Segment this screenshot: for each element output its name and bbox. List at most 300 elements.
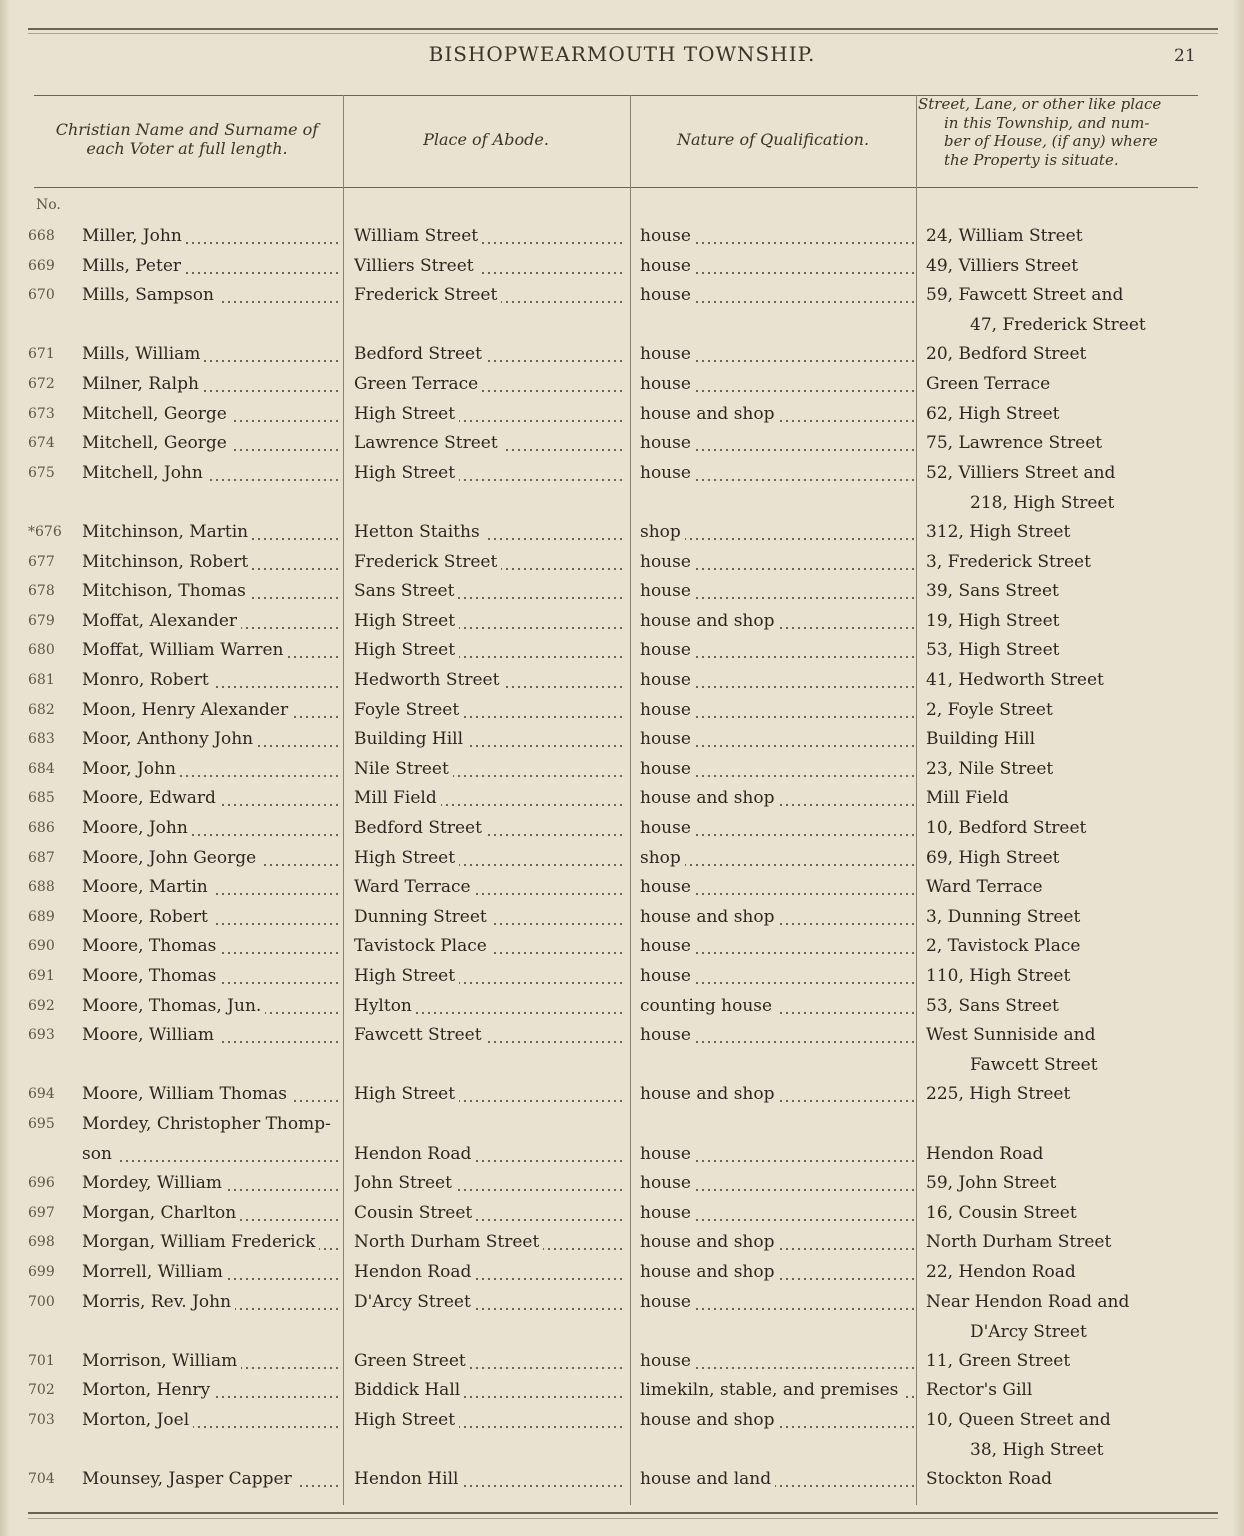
place-of-abode-text: Frederick Street: [354, 285, 501, 305]
property-street-text: Hendon Road: [926, 1144, 1044, 1164]
property-street-text: 225, High Street: [926, 1084, 1071, 1104]
voter-number: [28, 431, 78, 455]
property-street-text: 59, John Street: [926, 1173, 1057, 1193]
place-of-abode-text: Sans Street: [354, 581, 458, 601]
table-row: [0, 668, 1244, 697]
voter-name: [82, 816, 340, 840]
table-row: [0, 698, 1244, 727]
place-of-abode-text: Nile Street: [354, 759, 453, 779]
place-of-abode-text: High Street: [354, 1084, 459, 1104]
place-of-abode-text: Biddick Hall: [354, 1380, 464, 1400]
voter-number-text: 700: [28, 1294, 55, 1310]
nature-of-qualification-text: house and shop: [640, 1084, 778, 1104]
bottom-rule: [28, 1512, 1218, 1514]
property-street-text: Near Hendon Road and: [926, 1292, 1130, 1312]
place-of-abode: [354, 1201, 626, 1225]
voter-number-text: 696: [28, 1175, 55, 1191]
voter-name: [82, 638, 340, 662]
place-of-abode: [354, 1408, 626, 1432]
place-of-abode-text: Fawcett Street: [354, 1025, 486, 1045]
nature-of-qualification-text: house: [640, 966, 695, 986]
voter-name: [82, 875, 340, 899]
place-of-abode-text: Frederick Street: [354, 552, 501, 572]
table-row: [0, 520, 1244, 549]
voter-name: [82, 964, 340, 988]
place-of-abode: [354, 638, 626, 662]
voter-name-text: Morris, Rev. John: [82, 1292, 235, 1312]
voter-name: [82, 431, 340, 455]
voter-name-text: Moon, Henry Alexander: [82, 700, 292, 720]
voter-number-text: *676: [28, 524, 62, 540]
voter-name-continued-text: son: [82, 1144, 116, 1164]
property-street: [926, 283, 1226, 307]
table-row: [0, 402, 1244, 431]
property-street: [926, 668, 1226, 692]
place-of-abode-text: High Street: [354, 611, 459, 631]
voter-number: [28, 727, 78, 751]
voter-number-text: 672: [28, 376, 55, 392]
property-street-text: 69, High Street: [926, 848, 1060, 868]
voter-name-text: Moore, Thomas: [82, 936, 220, 956]
bottom-rule-thin: [28, 1518, 1218, 1519]
column-header-street-line-1: Street, Lane, or other like place: [918, 95, 1162, 113]
voter-number: [28, 1467, 78, 1491]
place-of-abode: [354, 283, 626, 307]
place-of-abode: [354, 727, 626, 751]
voter-number: [28, 875, 78, 899]
nature-of-qualification-text: house: [640, 285, 695, 305]
table-row: [0, 283, 1244, 335]
table-row: [0, 550, 1244, 579]
voter-name-text: Moore, John: [82, 818, 192, 838]
property-street-text: 22, Hendon Road: [926, 1262, 1076, 1282]
voter-number-text: 694: [28, 1086, 55, 1102]
property-street: [926, 1082, 1226, 1106]
voter-number-text: 692: [28, 998, 55, 1014]
nature-of-qualification: [640, 757, 914, 781]
place-of-abode: [354, 1349, 626, 1373]
table-row: [0, 786, 1244, 815]
voter-number-text: 682: [28, 702, 55, 718]
nature-of-qualification-text: house: [640, 818, 695, 838]
voter-name-text: Mordey, William: [82, 1173, 226, 1193]
property-street: [926, 520, 1226, 544]
place-of-abode: [354, 254, 626, 278]
voter-number: [28, 786, 78, 810]
voter-name: [82, 1023, 340, 1047]
voter-name-text: Monro, Robert: [82, 670, 213, 690]
place-of-abode: [354, 875, 626, 899]
nature-of-qualification: [640, 224, 914, 248]
voter-number: [28, 609, 78, 633]
voter-name-text: Morrison, William: [82, 1351, 241, 1371]
column-header-street: [918, 95, 1208, 169]
voter-name: [82, 254, 340, 278]
property-street-text: Green Terrace: [926, 374, 1051, 394]
place-of-abode-text: Green Street: [354, 1351, 470, 1371]
place-of-abode: [354, 1290, 626, 1314]
place-of-abode: [354, 1230, 626, 1254]
voter-name-text: Moore, Martin: [82, 877, 212, 897]
property-street-text: 3, Frederick Street: [926, 552, 1091, 572]
voter-name: [82, 520, 340, 544]
place-of-abode-text: Lawrence Street: [354, 433, 502, 453]
place-of-abode-text: Tavistock Place: [354, 936, 491, 956]
place-of-abode: [354, 550, 626, 574]
voter-number: [28, 934, 78, 958]
voter-number-text: 699: [28, 1264, 55, 1280]
nature-of-qualification-text: house: [640, 463, 695, 483]
place-of-abode-text: High Street: [354, 1410, 459, 1430]
place-of-abode: [354, 372, 626, 396]
voter-name-text: Moore, William Thomas: [82, 1084, 291, 1104]
property-street-text: 24, William Street: [926, 226, 1083, 246]
voter-number: [28, 1171, 78, 1195]
property-street-text: 49, Villiers Street: [926, 256, 1079, 276]
property-street: [926, 1408, 1226, 1432]
property-street: [926, 1378, 1226, 1402]
property-street: [926, 934, 1226, 958]
voter-name: [82, 727, 340, 751]
place-of-abode-text: Villiers Street: [354, 256, 478, 276]
place-of-abode: [354, 757, 626, 781]
voter-number-text: 693: [28, 1027, 55, 1043]
nature-of-qualification: [640, 905, 914, 929]
voter-name: [82, 1201, 340, 1225]
voter-number: [28, 579, 78, 603]
property-street-continued: [970, 1438, 1226, 1462]
place-of-abode: [354, 964, 626, 988]
place-of-abode-text: Bedford Street: [354, 344, 486, 364]
voter-number: [28, 550, 78, 574]
nature-of-qualification: [640, 342, 914, 366]
voter-number: [28, 1290, 78, 1314]
place-of-abode: [354, 1023, 626, 1047]
place-of-abode-text: Green Terrace: [354, 374, 482, 394]
voter-number-text: 689: [28, 909, 55, 925]
property-street: [926, 786, 1226, 810]
property-street-text: 16, Cousin Street: [926, 1203, 1077, 1223]
property-street: [926, 638, 1226, 662]
place-of-abode-text: North Durham Street: [354, 1232, 543, 1252]
voter-name-text: Morton, Henry: [82, 1380, 214, 1400]
place-of-abode-text: Mill Field: [354, 788, 441, 808]
voter-name: [82, 1112, 340, 1136]
property-street: [926, 875, 1226, 899]
place-of-abode: [354, 994, 626, 1018]
voter-number-text: 680: [28, 642, 55, 658]
place-of-abode: [354, 786, 626, 810]
property-street: [926, 1201, 1226, 1225]
property-street-continued: [970, 1320, 1226, 1344]
property-street-text: Rector's Gill: [926, 1380, 1033, 1400]
place-of-abode: [354, 1142, 626, 1166]
column-header-abode: Place of Abode.: [423, 130, 549, 149]
nature-of-qualification: [640, 1408, 914, 1432]
place-of-abode-text: Dunning Street: [354, 907, 491, 927]
voter-number-text: 688: [28, 879, 55, 895]
property-street: [926, 964, 1226, 988]
place-of-abode: [354, 905, 626, 929]
column-header-name-line-2: each Voter at full length.: [86, 139, 288, 158]
nature-of-qualification: [640, 431, 914, 455]
voter-number: [28, 1230, 78, 1254]
nature-of-qualification: [640, 1349, 914, 1373]
nature-of-qualification: [640, 698, 914, 722]
property-street-text: Ward Terrace: [926, 877, 1043, 897]
property-street-text: 10, Queen Street and: [926, 1410, 1111, 1430]
voter-number: [28, 1378, 78, 1402]
voter-number: [28, 520, 78, 544]
place-of-abode: [354, 1467, 626, 1491]
nature-of-qualification-text: house: [640, 759, 695, 779]
property-street: [926, 579, 1226, 603]
place-of-abode: [354, 224, 626, 248]
place-of-abode-text: Hylton: [354, 996, 416, 1016]
voter-name-text: Moffat, William Warren: [82, 640, 287, 660]
property-street: [926, 846, 1226, 870]
voter-name: [82, 402, 340, 426]
voter-number: [28, 283, 78, 307]
property-street-continued: [970, 313, 1226, 337]
property-street-continued-text: 218, High Street: [970, 493, 1115, 513]
header-bottom-rule: [34, 187, 1198, 188]
voter-name-text: Mitchell, George: [82, 433, 231, 453]
property-street-text: 75, Lawrence Street: [926, 433, 1103, 453]
page-number: 21: [1174, 46, 1196, 66]
voter-number: [28, 254, 78, 278]
property-street: [926, 1290, 1226, 1314]
voter-number-text: 677: [28, 554, 55, 570]
nature-of-qualification-text: house and shop: [640, 1232, 778, 1252]
table-row: [0, 372, 1244, 401]
voter-name-text: Milner, Ralph: [82, 374, 203, 394]
voter-number: [28, 461, 78, 485]
nature-of-qualification: [640, 1467, 914, 1491]
property-street: [926, 609, 1226, 633]
table-row: [0, 342, 1244, 371]
voter-name: [82, 372, 340, 396]
table-row: [0, 1112, 1244, 1164]
property-street-text: 2, Tavistock Place: [926, 936, 1081, 956]
table-row: [0, 1023, 1244, 1075]
table-row: [0, 846, 1244, 875]
voter-name: [82, 934, 340, 958]
column-header-street-line-3: ber of House, (if any) where: [944, 132, 1158, 150]
nature-of-qualification: [640, 372, 914, 396]
voter-name-text: Moore, Edward: [82, 788, 220, 808]
voter-number-text: 668: [28, 228, 55, 244]
nature-of-qualification-text: house and shop: [640, 611, 778, 631]
voter-name: [82, 757, 340, 781]
nature-of-qualification-text: house: [640, 1025, 695, 1045]
property-street-continued: [970, 491, 1226, 515]
property-street: [926, 1230, 1226, 1254]
top-rule-thin: [28, 33, 1218, 34]
voter-number-text: 675: [28, 465, 55, 481]
place-of-abode: [354, 579, 626, 603]
property-street-continued: [970, 1053, 1226, 1077]
table-row: [0, 1201, 1244, 1230]
voter-number-text: 686: [28, 820, 55, 836]
voter-name-text: Moore, Thomas: [82, 966, 220, 986]
table-row: [0, 1349, 1244, 1378]
place-of-abode-text: High Street: [354, 640, 459, 660]
place-of-abode: [354, 934, 626, 958]
property-street-text: 20, Bedford Street: [926, 344, 1087, 364]
place-of-abode: [354, 698, 626, 722]
column-header-nature: Nature of Qualification.: [676, 130, 870, 149]
nature-of-qualification: [640, 1378, 914, 1402]
voter-number-text: 687: [28, 850, 55, 866]
nature-of-qualification: [640, 461, 914, 485]
place-of-abode: [354, 846, 626, 870]
nature-of-qualification: [640, 786, 914, 810]
voter-number-text: 683: [28, 731, 55, 747]
nature-of-qualification-text: house: [640, 936, 695, 956]
property-street: [926, 254, 1226, 278]
nature-of-qualification-text: house and shop: [640, 1410, 778, 1430]
nature-of-qualification-text: house: [640, 640, 695, 660]
voter-number-text: 695: [28, 1116, 55, 1132]
table-row: [0, 994, 1244, 1023]
place-of-abode-text: Ward Terrace: [354, 877, 475, 897]
nature-of-qualification-text: house: [640, 256, 695, 276]
table-row: [0, 609, 1244, 638]
voter-number-text: 678: [28, 583, 55, 599]
place-of-abode-text: John Street: [354, 1173, 456, 1193]
property-street: [926, 1142, 1226, 1166]
nature-of-qualification-text: shop: [640, 522, 685, 542]
place-of-abode: [354, 1171, 626, 1195]
place-of-abode-text: Hendon Road: [354, 1144, 475, 1164]
place-of-abode-text: Hedworth Street: [354, 670, 503, 690]
place-of-abode-text: High Street: [354, 463, 459, 483]
voter-name: [82, 283, 340, 307]
nature-of-qualification-text: house and land: [640, 1469, 775, 1489]
nature-of-qualification-text: house and shop: [640, 907, 778, 927]
voter-name-text: Mounsey, Jasper Capper: [82, 1469, 296, 1489]
table-row: [0, 905, 1244, 934]
voter-name-text: Mills, Sampson: [82, 285, 218, 305]
voter-name: [82, 609, 340, 633]
voter-number: [28, 372, 78, 396]
table-row: [0, 224, 1244, 253]
voter-number-text: 698: [28, 1234, 55, 1250]
voter-name-text: Mills, William: [82, 344, 204, 364]
nature-of-qualification-text: limekiln, stable, and premises: [640, 1380, 902, 1400]
voter-number-text: 697: [28, 1205, 55, 1221]
property-street-text: 39, Sans Street: [926, 581, 1059, 601]
voter-number-text: 669: [28, 258, 55, 274]
voter-number-text: 684: [28, 761, 55, 777]
table-row: [0, 579, 1244, 608]
voter-number: [28, 846, 78, 870]
voter-name: [82, 1378, 340, 1402]
place-of-abode: [354, 816, 626, 840]
property-street-text: 110, High Street: [926, 966, 1071, 986]
voter-name: [82, 786, 340, 810]
voter-name: [82, 994, 340, 1018]
nature-of-qualification: [640, 1260, 914, 1284]
voter-number-text: 674: [28, 435, 55, 451]
property-street-continued-text: 47, Frederick Street: [970, 315, 1146, 335]
voter-number: [28, 342, 78, 366]
voter-number: [28, 1112, 78, 1136]
nature-of-qualification: [640, 1290, 914, 1314]
property-street-text: 3, Dunning Street: [926, 907, 1081, 927]
voter-name: [82, 342, 340, 366]
nature-of-qualification: [640, 579, 914, 603]
property-street-text: 11, Green Street: [926, 1351, 1071, 1371]
property-street: [926, 757, 1226, 781]
property-street-text: West Sunniside and: [926, 1025, 1096, 1045]
voter-number: [28, 757, 78, 781]
nature-of-qualification: [640, 402, 914, 426]
nature-of-qualification-text: house and shop: [640, 1262, 778, 1282]
place-of-abode: [354, 1260, 626, 1284]
voter-name-text: Mitchison, Thomas: [82, 581, 250, 601]
place-of-abode-text: Building Hill: [354, 729, 467, 749]
voter-number-text: 690: [28, 938, 55, 954]
place-of-abode-text: D'Arcy Street: [354, 1292, 475, 1312]
voter-number: [28, 698, 78, 722]
voter-name-text: Moor, John: [82, 759, 180, 779]
table-row: [0, 1378, 1244, 1407]
voter-number-text: 691: [28, 968, 55, 984]
voter-name: [82, 846, 340, 870]
nature-of-qualification: [640, 875, 914, 899]
voter-name: [82, 1171, 340, 1195]
table-row: [0, 757, 1244, 786]
property-street: [926, 994, 1226, 1018]
nature-of-qualification: [640, 550, 914, 574]
place-of-abode: [354, 431, 626, 455]
nature-of-qualification: [640, 1171, 914, 1195]
voter-number-text: 670: [28, 287, 55, 303]
place-of-abode-text: Bedford Street: [354, 818, 486, 838]
nature-of-qualification-text: shop: [640, 848, 685, 868]
voter-name-text: Miller, John: [82, 226, 186, 246]
column-header-name: [34, 120, 340, 158]
property-street: [926, 224, 1226, 248]
nature-of-qualification-text: house: [640, 1351, 695, 1371]
voter-number: [28, 224, 78, 248]
voter-name-text: Moore, Robert: [82, 907, 212, 927]
voter-number-text: 673: [28, 406, 55, 422]
property-street-text: North Durham Street: [926, 1232, 1112, 1252]
voter-name-text: Morrell, William: [82, 1262, 227, 1282]
place-of-abode-text: High Street: [354, 966, 459, 986]
voter-name-text: Morgan, William Frederick: [82, 1232, 319, 1252]
voter-number-text: 671: [28, 346, 55, 362]
place-of-abode-text: High Street: [354, 404, 459, 424]
nature-of-qualification: [640, 934, 914, 958]
property-street-text: 53, Sans Street: [926, 996, 1059, 1016]
voter-number: [28, 1260, 78, 1284]
voter-number: [28, 668, 78, 692]
property-street: [926, 1467, 1226, 1491]
nature-of-qualification-text: counting house: [640, 996, 776, 1016]
voter-number: [28, 994, 78, 1018]
voter-number-text: 685: [28, 790, 55, 806]
property-street-text: Mill Field: [926, 788, 1009, 808]
property-street: [926, 1171, 1226, 1195]
property-street: [926, 461, 1226, 485]
property-street-text: 41, Hedworth Street: [926, 670, 1104, 690]
top-rule: [28, 28, 1218, 30]
nature-of-qualification-text: house: [640, 1144, 695, 1164]
